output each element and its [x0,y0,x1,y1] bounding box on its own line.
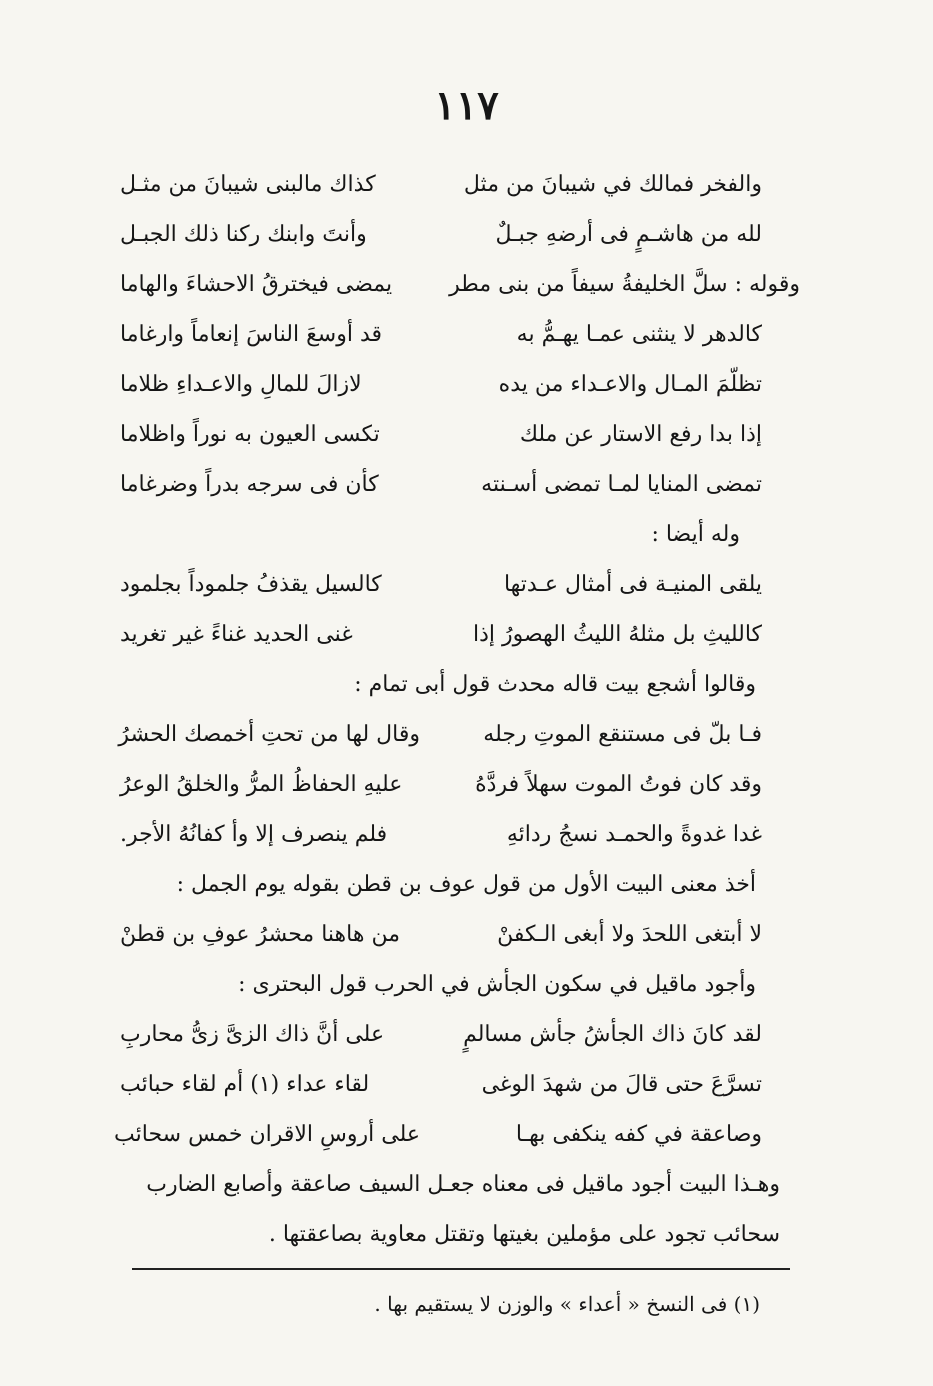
verse-second-hemistich: وأنتَ وابنك ركنا ذلك الجبـل [120,222,367,247]
prose-line: وله أيضا : [651,522,740,547]
verse-first-hemistich: تسرَّعَ حتى قالَ من شهدَ الوغى [481,1072,762,1097]
verse-line [120,160,800,210]
verse-second-hemistich: وقال لها من تحتِ أخمصك الحشرُ [118,722,420,747]
prose-line: سحائب تجود على مؤملين بغيتها وتقتل معاوية بصاعقتها . [268,1222,780,1247]
verse-line [120,1010,800,1060]
verse-first-hemistich: كالدهر لا ينثنى عمـا يهـمُّ به [516,322,762,347]
verse-line [120,310,800,360]
verse-second-hemistich: قد أوسعَ الناسَ إنعاماً وارغاما [120,322,383,347]
verse-second-hemistich: على أروسِ الاقران خمس سحائب [114,1122,420,1147]
prose-line: وقالوا أشجع بيت قاله محدث قول أبى تمام : [354,672,756,697]
verse-second-hemistich: تكسى العيون به نوراً واظلاما [120,422,380,447]
verse-first-hemistich: وقد كان فوتُ الموت سهلاً فردَّهُ [475,772,762,797]
verse-second-hemistich: كالسيل يقذفُ جلموداً بجلمود [120,572,382,597]
verse-second-hemistich: على أنَّ ذاك الزىَّ زىُّ محاربِ [120,1022,385,1047]
page-number: ١١٧ [434,82,499,129]
verse-line [114,1110,800,1160]
verse-second-hemistich: فلم ينصرف إلا وأ كفانُهُ الأجر. [120,822,388,847]
verse-line [120,260,800,310]
verse-line [120,460,800,510]
verse-first-hemistich: كالليثِ بل مثلهُ الليثُ الهصورُ إذا [472,622,762,647]
verse-line [120,760,800,810]
prose-line: وهـذا البيت أجود ماقيل فى معناه جعـل السيف صاعقة وأصابع الضارب [146,1172,780,1197]
verse-second-hemistich: لازالَ للمالِ والاعـداءِ ظلاما [120,372,362,397]
verse-first-hemistich: والفخر فمالك في شيبانَ من مثل [463,172,762,197]
verse-first-hemistich: وصاعقة في كفه ينكفى بهـا [515,1122,762,1147]
verse-second-hemistich: من هاهنا محشرُ عوفِ بن قطنْ [120,922,400,947]
verse-line [120,410,800,460]
verse-first-hemistich: تظلّمَ المـال والاعـداء من يده [498,372,762,397]
verse-line [120,1060,800,1110]
prose-line: أخذ معنى البيت الأول من قول عوف بن قطن بقوله يوم الجمل : [176,872,756,897]
verse-first-hemistich: إذا بدا رفع الاستار عن ملك [519,422,762,447]
verse-line [120,910,800,960]
verse-second-hemistich: غنى الحديد غناءً غير تغريد [120,622,353,647]
verse-second-hemistich: كذاك مالبنى شيبانَ من مثـل [120,172,376,197]
verse-first-hemistich: لله من هاشـمٍ فى أرضهِ جبـلٌ [495,222,762,247]
prose-line: وأجود ماقيل في سكون الجأش في الحرب قول البحترى : [238,972,756,997]
verse-second-hemistich: عليهِ الحفاظُ المرُّ والخلقُ الوعرُ [120,772,403,797]
verse-first-hemistich: لقد كانَ ذاك الجأشُ جأش مسالمٍ [463,1022,762,1047]
footnote: (١) فى النسخ « أعداء » والوزن لا يستقيم بها . [374,1292,760,1316]
verse-second-hemistich: لقاء عداء (١) أم لقاء حبائب [120,1072,370,1097]
verse-line [120,810,800,860]
verse-first-hemistich: تمضى المنايا لمـا تمضى أسـنته [481,472,762,497]
verse-second-hemistich: يمضى فيخترقُ الاحشاءَ والهاما [120,272,393,297]
verse-first-hemistich: غدا غدوةً والحمـد نسجُ ردائهِ [506,822,762,847]
page-body [114,160,800,1260]
verse-first-hemistich: يلقى المنيـة فى أمثال عـدتها [503,572,762,597]
verse-first-hemistich: فـا بلّ فى مستنقع الموتِ رجله [483,722,762,747]
verse-line [120,210,800,260]
footnote-divider [132,1268,790,1270]
verse-second-hemistich: كأن فى سرجه بدراً وضرغاما [120,472,379,497]
verse-first-hemistich: لا أبتغى اللحدَ ولا أبغى الـكفنْ [497,922,762,947]
verse-first-hemistich: وقوله : سلَّ الخليفةُ سيفاً من بنى مطر [449,272,800,297]
verse-line [120,560,800,610]
verse-line [120,360,800,410]
verse-line [120,710,800,760]
verse-line [120,610,800,660]
